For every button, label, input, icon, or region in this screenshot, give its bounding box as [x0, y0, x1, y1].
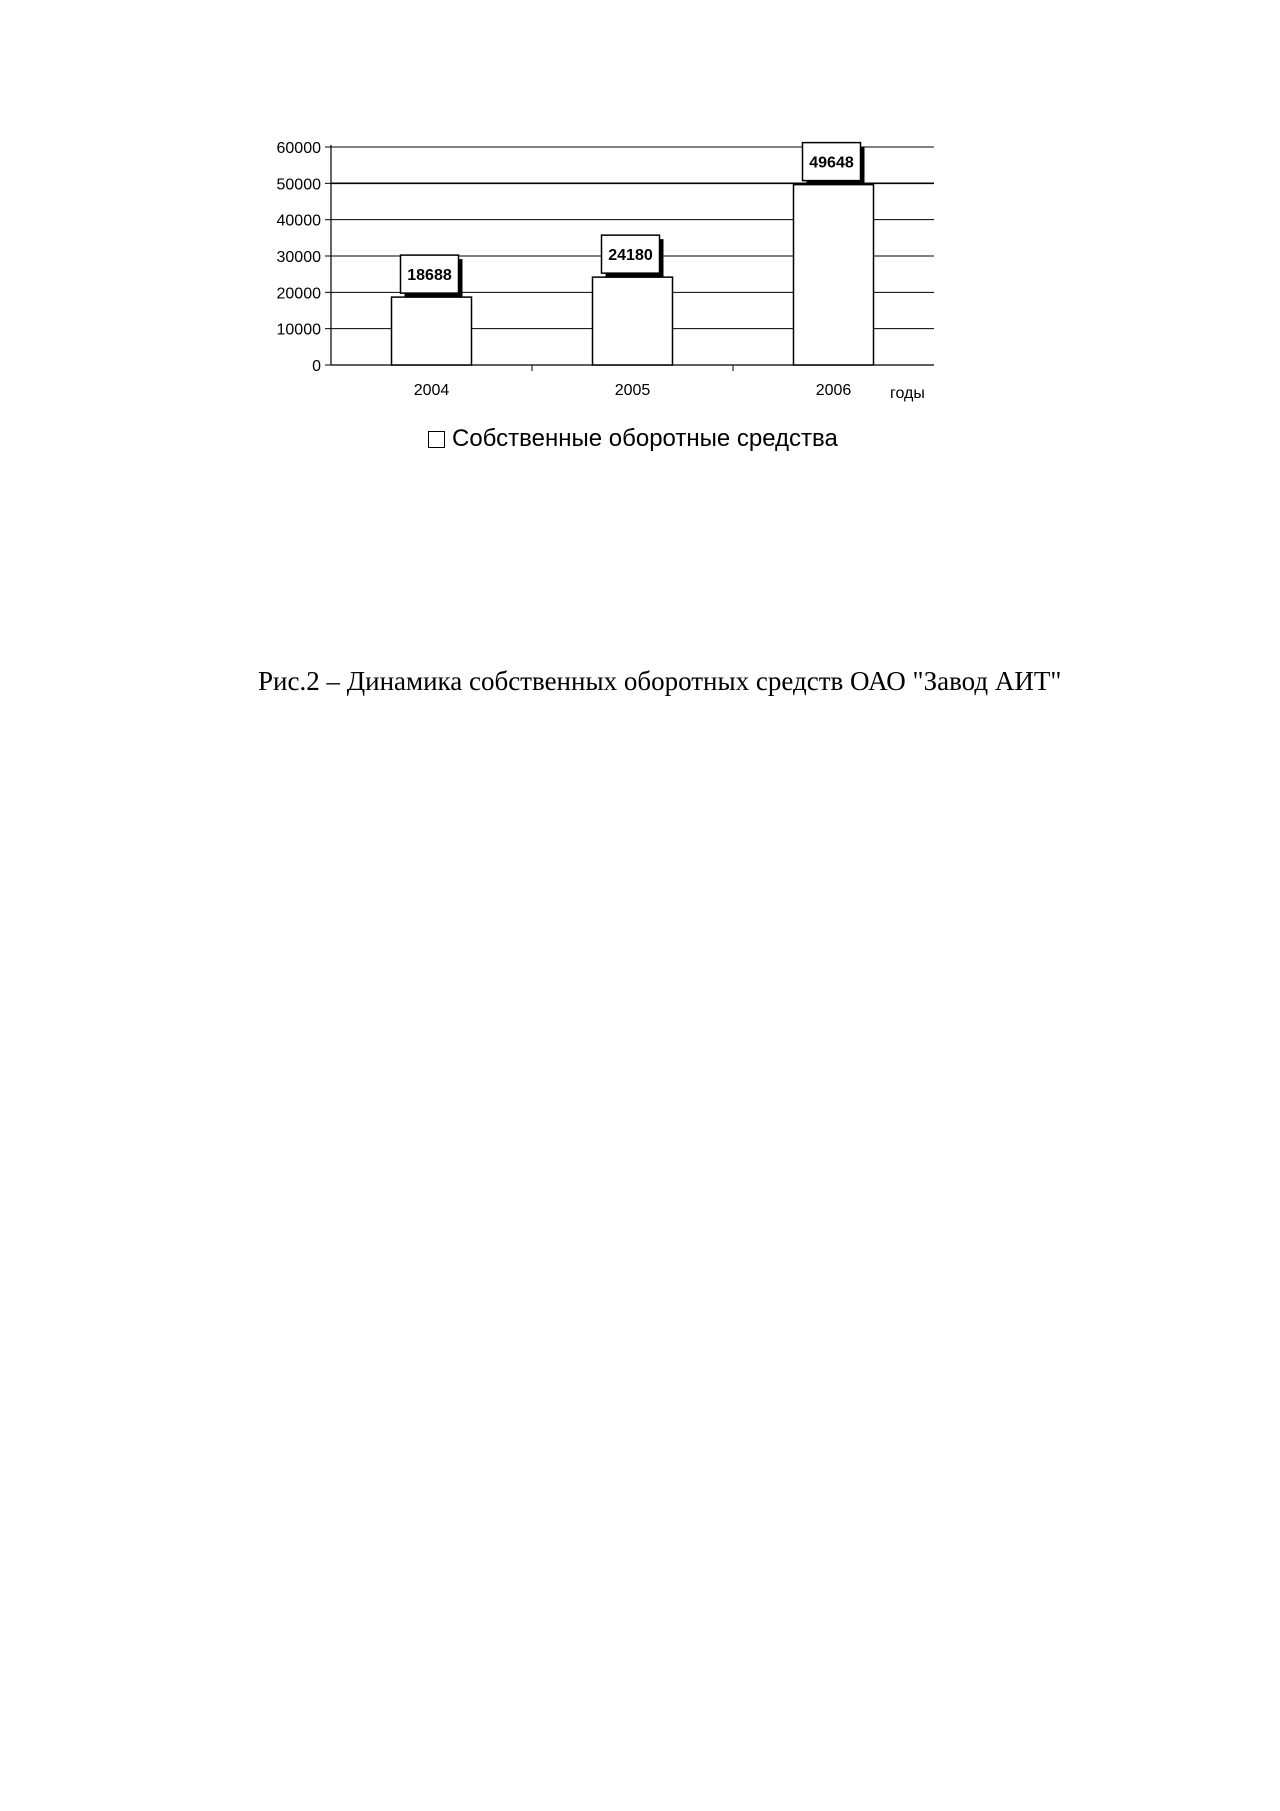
legend-swatch-icon — [428, 431, 445, 448]
legend-label: Собственные оборотные средства — [452, 425, 838, 452]
x-tick-label-2005: 2005 — [614, 382, 651, 399]
y-tick-label-30000: 30000 — [276, 249, 321, 266]
x-tick-label-2006: 2006 — [815, 382, 852, 399]
x-tick-label-2004: 2004 — [413, 382, 450, 399]
bar-2004 — [392, 297, 472, 365]
y-tick-label-50000: 50000 — [276, 176, 321, 194]
bar-2006 — [794, 185, 874, 365]
data-label-2006: 49648 — [809, 154, 854, 172]
bar-2005 — [593, 277, 673, 365]
data-label-2005: 24180 — [608, 247, 653, 265]
x-axis-unit-label: годы — [890, 385, 925, 402]
y-tick-label-40000: 40000 — [276, 212, 321, 230]
chart-figure — [0, 0, 1280, 520]
y-tick-label-20000: 20000 — [276, 285, 321, 303]
y-tick-label-60000: 60000 — [276, 140, 321, 157]
figure-caption: Рис.2 – Динамика собственных оборотных средств ОАО "Завод АИТ" — [258, 666, 1062, 696]
legend — [428, 424, 838, 454]
y-tick-label-10000: 10000 — [276, 321, 321, 339]
y-tick-label-0: 0 — [312, 358, 321, 375]
data-label-2004: 18688 — [407, 267, 452, 285]
